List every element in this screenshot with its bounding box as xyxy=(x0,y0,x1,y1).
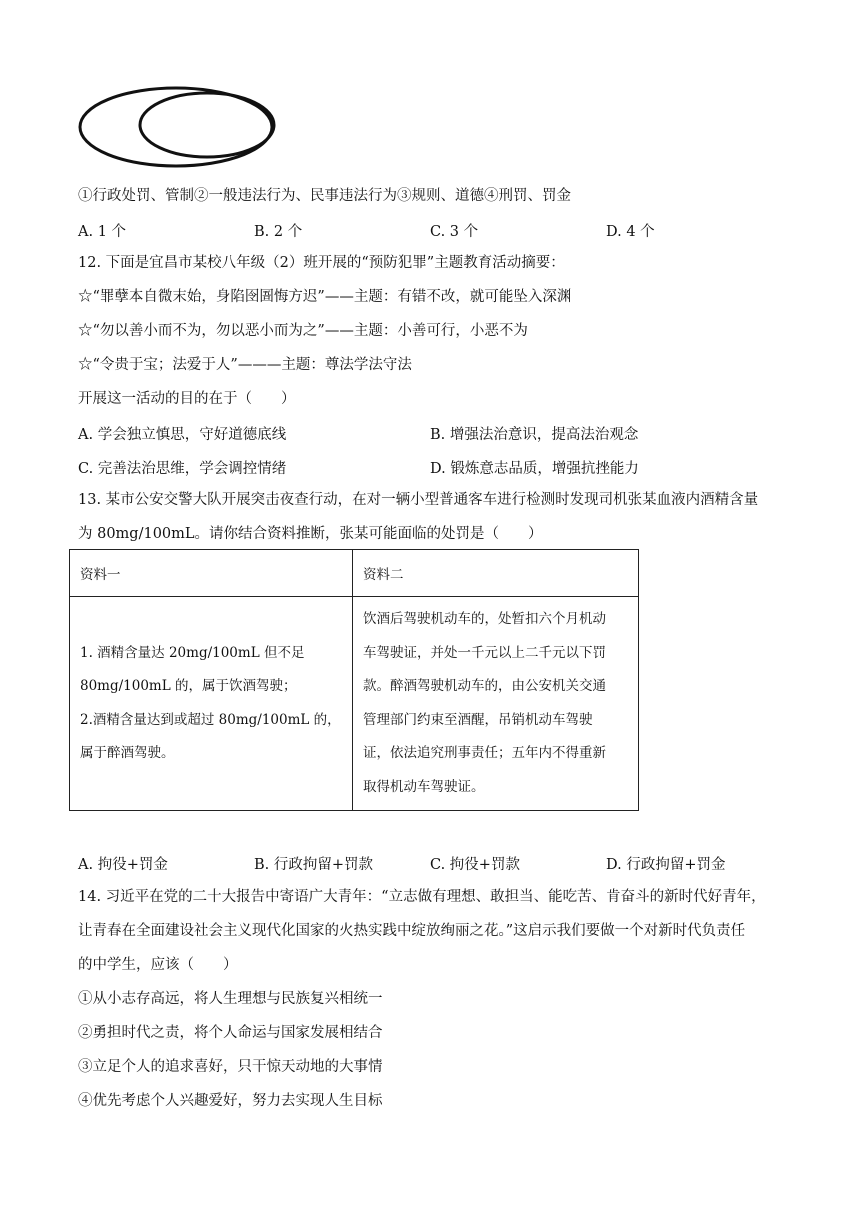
table-header-1: 资料一 xyxy=(70,550,353,597)
q13-option-d[interactable]: D. 行政拘留+罚金 xyxy=(606,857,726,873)
q13-stem-line2: 为 80mg/100mL。请你结合资料推断，张某可能面临的处罚是（ ） xyxy=(78,526,543,542)
q12-option-b[interactable]: B. 增强法治意识，提高法治观念 xyxy=(430,427,639,443)
material-1-line: 属于醉酒驾驶。 xyxy=(80,745,175,761)
q14-item-4: ④优先考虑个人兴趣爱好，努力去实现人生目标 xyxy=(78,1093,383,1109)
q13-option-c[interactable]: C. 拘役+罚款 xyxy=(430,857,520,873)
material-2-line: 车驾驶证，并处一千元以上二千元以下罚 xyxy=(363,644,606,661)
q14-stem-line3: 的中学生，应该（ ） xyxy=(78,957,238,973)
q14-stem-line1: 14. 习近平在党的二十大报告中寄语广大青年：“立志做有理想、敢担当、能吃苦、肯奋斗的新时代好青年， xyxy=(78,889,766,905)
q12-option-d[interactable]: D. 锻炼意志品质，增强抗挫能力 xyxy=(430,461,639,477)
q11-option-c[interactable]: C. 3 个 xyxy=(430,224,479,240)
material-2-line: 取得机动车驾驶证。 xyxy=(363,778,485,795)
table-cell-material-2 xyxy=(353,597,639,811)
q11-option-a[interactable]: A. 1 个 xyxy=(78,224,127,240)
table-row xyxy=(70,597,639,811)
material-2-line: 管理部门约束至酒醒，吊销机动车驾驶 xyxy=(363,711,593,728)
reference-table xyxy=(69,549,639,811)
q13-stem-line1: 13. 某市公安交警大队开展突击夜查行动，在对一辆小型普通客车进行检测时发现司机张某血液内酒精含量 xyxy=(78,492,759,508)
q12-item-3: ☆“令贵于宝；法爱于人”———主题：尊法学法守法 xyxy=(78,357,412,373)
q14-item-1: ①从小志存高远，将人生理想与民族复兴相统一 xyxy=(78,991,383,1007)
q13-option-b[interactable]: B. 行政拘留+罚款 xyxy=(254,857,374,873)
q12-question: 开展这一活动的目的在于（ ） xyxy=(78,391,296,407)
q12-item-2: ☆“勿以善小而不为，勿以恶小而为之”——主题：小善可行，小恶不为 xyxy=(78,323,528,339)
q14-item-3: ③立足个人的追求喜好，只干惊天动地的大事情 xyxy=(78,1059,383,1075)
material-1-line: 2.酒精含量达到或超过 80mg/100mL 的， xyxy=(80,711,341,728)
q11-option-b[interactable]: B. 2 个 xyxy=(254,224,303,240)
q12-option-a[interactable]: A. 学会独立慎思，守好道德底线 xyxy=(78,427,287,443)
q11-items-line: ①行政处罚、管制②一般违法行为、民事违法行为③规则、道德④刑罚、罚金 xyxy=(78,188,571,204)
material-2-line: 证，依法追究刑事责任；五年内不得重新 xyxy=(363,745,606,761)
q13-option-a[interactable]: A. 拘役+罚金 xyxy=(78,857,168,873)
q12-option-c[interactable]: C. 完善法治思维，学会调控情绪 xyxy=(78,461,287,477)
venn-diagram xyxy=(76,84,282,170)
material-1-line: 1. 酒精含量达 20mg/100mL 但不足 xyxy=(80,644,305,661)
table-header-row xyxy=(70,550,639,597)
q14-item-2: ②勇担时代之责，将个人命运与国家发展相结合 xyxy=(78,1025,383,1041)
table-header-2: 资料二 xyxy=(353,550,639,597)
inner-ellipse xyxy=(140,93,274,157)
q14-stem-line2: 让青春在全面建设社会主义现代化国家的火热实践中绽放绚丽之花。”这启示我们要做一个对新时代负责任 xyxy=(78,923,746,939)
table-cell-material-1 xyxy=(70,597,353,811)
q11-option-d[interactable]: D. 4 个 xyxy=(606,224,655,240)
material-1-line: 80mg/100mL 的，属于饮酒驾驶； xyxy=(80,678,297,694)
q12-stem: 12. 下面是宜昌市某校八年级（2）班开展的“预防犯罪”主题教育活动摘要： xyxy=(78,255,565,271)
q12-item-1: ☆“罪孽本自微末始，身陷囹圄悔方迟”——主题：有错不改，就可能坠入深渊 xyxy=(78,289,572,305)
material-2-line: 款。醉酒驾驶机动车的，由公安机关交通 xyxy=(363,678,606,694)
material-2-line: 饮酒后驾驶机动车的，处暂扣六个月机动 xyxy=(363,611,606,627)
